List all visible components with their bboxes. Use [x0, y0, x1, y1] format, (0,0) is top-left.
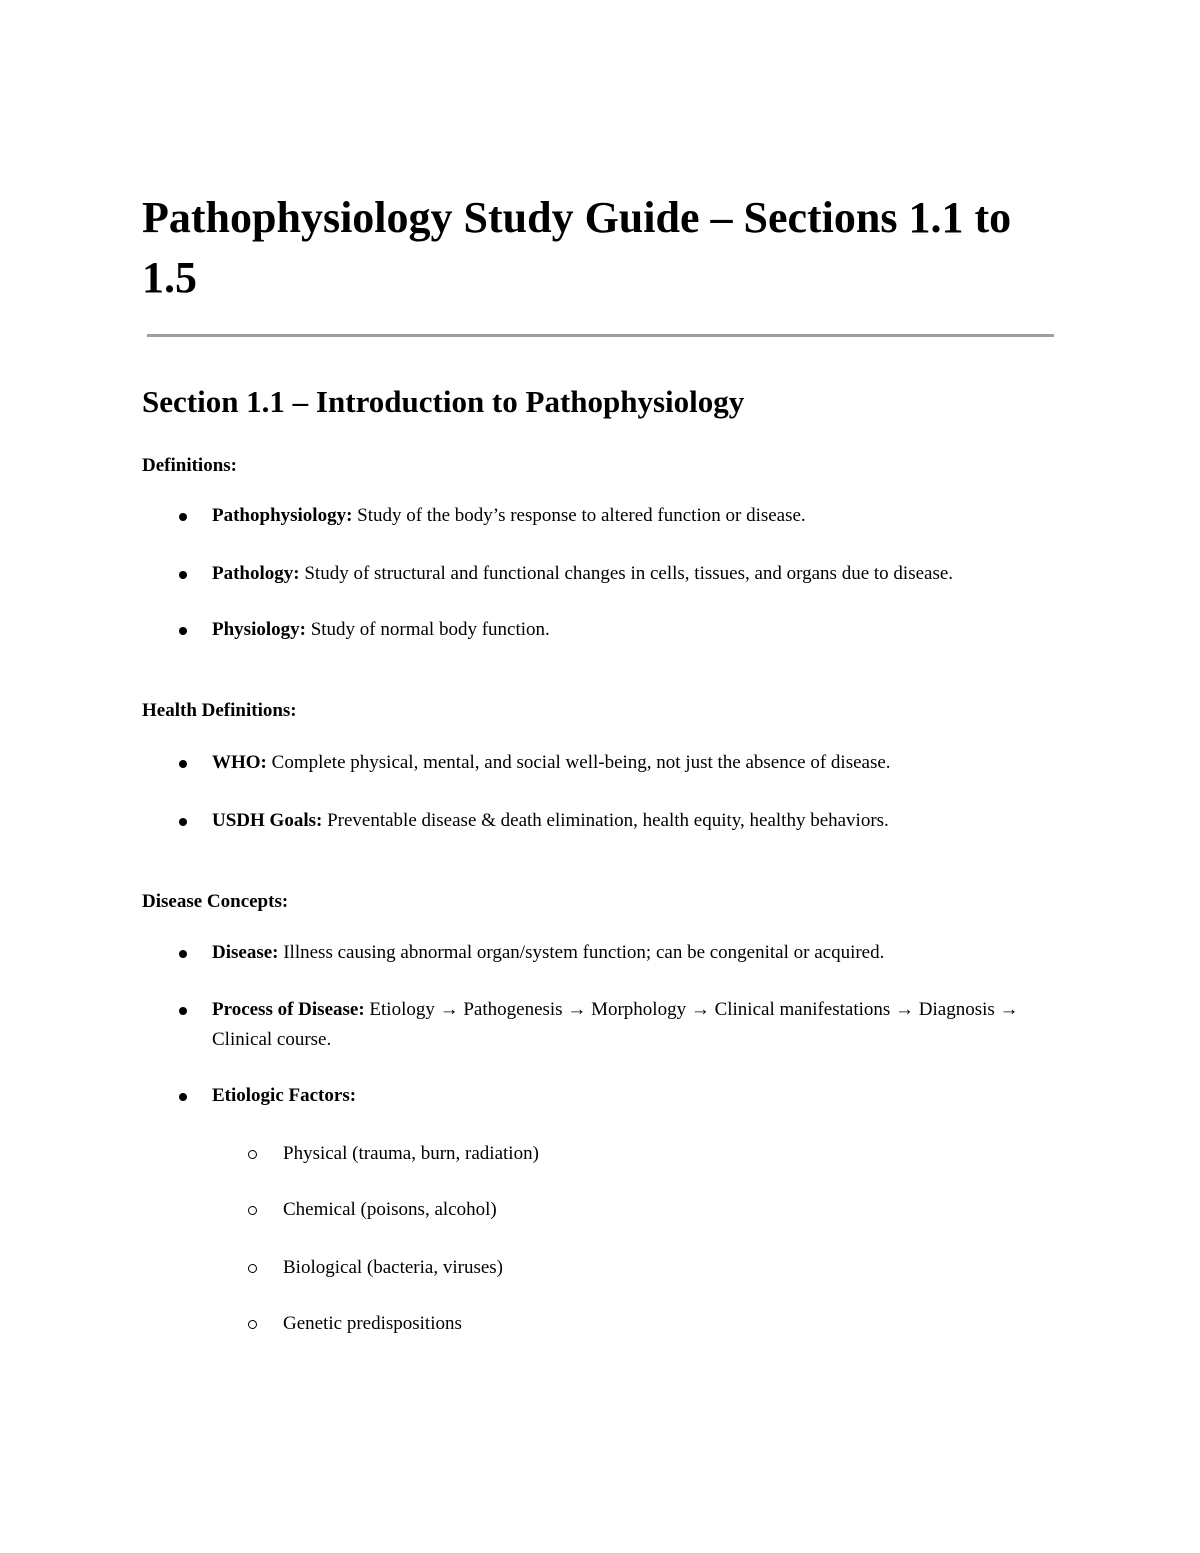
- sub-list-item: Physical (trauma, burn, radiation): [283, 1139, 539, 1169]
- sub-list-item: Chemical (poisons, alcohol): [283, 1195, 497, 1225]
- term: USDH Goals:: [212, 810, 323, 831]
- term: Disease:: [212, 942, 279, 963]
- term-description: Complete physical, mental, and social well-being, not just the absence of disease.: [266, 752, 891, 773]
- term: Physiology:: [212, 619, 306, 640]
- term-description: Illness causing abnormal organ/system function; can be congenital or acquired.: [278, 942, 885, 963]
- list-item: [212, 748, 1062, 778]
- definitions-heading: Definitions:: [142, 455, 237, 476]
- list-item: [212, 1081, 1062, 1111]
- term: Pathophysiology:: [212, 505, 353, 526]
- list-item: [212, 615, 1062, 645]
- list-item: [212, 559, 1062, 589]
- sub-list-item: Genetic predispositions: [283, 1309, 462, 1339]
- term-description: Study of normal body function.: [305, 619, 550, 640]
- term: WHO:: [212, 752, 267, 773]
- health-definitions-heading: Health Definitions:: [142, 700, 297, 721]
- term-description: Study of the body’s response to altered function or disease.: [352, 505, 806, 526]
- term: Process of Disease:: [212, 999, 365, 1020]
- sub-list-item: Biological (bacteria, viruses): [283, 1253, 503, 1283]
- disease-concepts-heading: Disease Concepts:: [142, 891, 289, 912]
- term-description: Study of structural and functional changes in cells, tissues, and organs due to disease.: [299, 563, 954, 584]
- term-description: Etiology → Pathogenesis → Morphology → Clinical manifestations → Diagnosis → Clinical course.: [212, 999, 1019, 1050]
- term-description: Preventable disease & death elimination, health equity, healthy behaviors.: [322, 810, 889, 831]
- list-item: [212, 501, 1062, 531]
- section-heading: Section 1.1 – Introduction to Pathophysiology: [142, 384, 745, 419]
- list-item: [212, 806, 1062, 836]
- horizontal-rule: [147, 334, 1054, 337]
- term: Etiologic Factors:: [212, 1085, 357, 1106]
- list-item: [212, 938, 1062, 968]
- list-item: [212, 995, 1032, 1055]
- term: Pathology:: [212, 563, 300, 584]
- page-title: Pathophysiology Study Guide – Sections 1.1 to 1.5: [142, 193, 1012, 302]
